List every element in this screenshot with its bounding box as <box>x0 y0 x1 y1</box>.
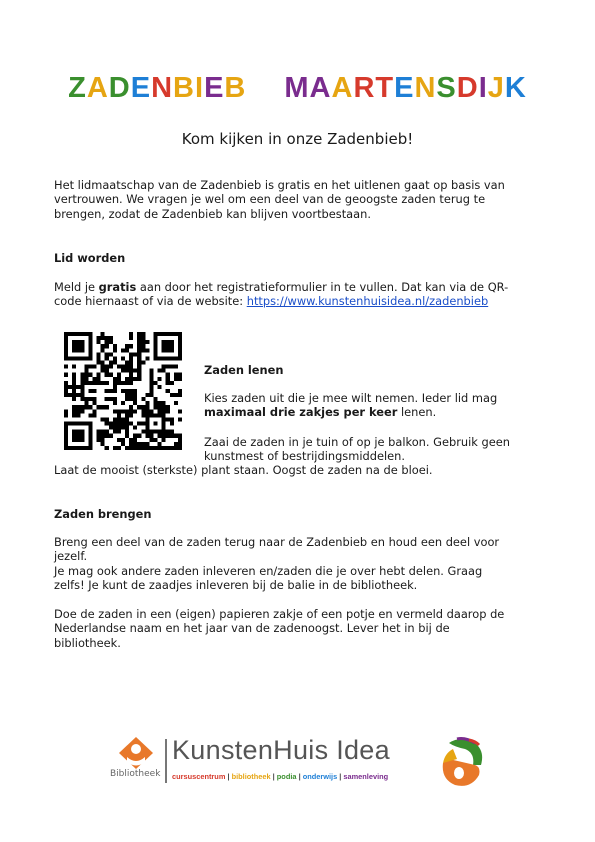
title-word-maartensdijk <box>284 72 527 105</box>
brengen-line: Doe de zaden in een (eigen) papieren zakje of een potje en vermeld daarop de <box>54 607 505 621</box>
zaden-lenen-paragraph-2 <box>204 435 544 464</box>
title-letter: N <box>414 72 437 104</box>
title-letter: N <box>151 72 174 104</box>
zaden-lenen-heading: Zaden lenen <box>204 363 284 377</box>
divider <box>165 739 167 783</box>
brengen-line: Breng een deel van de zaden terug naar de Zadenbieb en houd een deel voor <box>54 535 500 549</box>
brand-tagline <box>172 772 388 781</box>
brengen-line: jezelf. <box>54 549 88 564</box>
tagline-sep: | <box>225 772 232 781</box>
title-letter: S <box>436 72 457 104</box>
lenen-line: Zaai de zaden in je tuin of op je balkon. Gebruik geen <box>204 435 510 449</box>
title-letter: I <box>195 72 205 104</box>
page-title <box>0 72 595 105</box>
brengen-line: Je mag ook andere zaden inleveren en/zaden die je over hebt delen. Graag <box>54 563 483 578</box>
title-letter: J <box>487 72 505 104</box>
title-letter: I <box>478 72 488 104</box>
tagline-samenleving: samenleving <box>343 772 389 781</box>
lid-worden-paragraph <box>54 280 544 309</box>
title-letter: R <box>353 72 376 104</box>
qr-code-icon[interactable] <box>64 332 182 450</box>
lenen-text: lenen. <box>397 405 437 420</box>
title-letter: B <box>173 72 195 104</box>
intro-line: brengen, zodat de Zadenbieb kan blijven voortbestaan. <box>54 206 371 221</box>
website-link[interactable]: https://www.kunstenhuisidea.nl/zadenbieb <box>246 294 489 309</box>
brengen-line: bibliotheek. <box>54 635 121 650</box>
brand-name: KunstenHuis Idea <box>172 735 390 765</box>
lenen-line: Kies zaden uit die je mee wilt nemen. Ieder lid mag <box>204 391 498 405</box>
title-letter: Z <box>68 72 87 104</box>
title-letter: E <box>130 72 152 104</box>
intro-line: Het lidmaatschap van de Zadenbieb is gratis en het uitlenen gaat op basis van <box>54 178 505 192</box>
intro-paragraph <box>54 178 544 221</box>
brengen-line: zelfs! Je kunt de zaadjes inleveren bij de balie in de bibliotheek. <box>54 577 418 592</box>
bibliotheek-label: Bibliotheek <box>110 769 161 779</box>
title-letter: E <box>394 72 415 104</box>
lenen-bold: maximaal drie zakjes per keer <box>204 405 398 420</box>
lid-worden-heading: Lid worden <box>54 251 126 265</box>
zaden-lenen-paragraph <box>204 391 544 420</box>
title-letter: D <box>108 72 131 104</box>
title-letter: A <box>86 72 109 104</box>
lid-text: aan door het registratieformulier in te vullen. Dat kan via de QR- <box>136 280 509 294</box>
title-letter: A <box>331 72 354 104</box>
footer-logos <box>110 735 490 797</box>
lid-line <box>54 294 544 308</box>
tagline-podia: podia <box>276 772 297 781</box>
lenen-line <box>204 405 544 419</box>
zaden-brengen-paragraph-2 <box>54 607 544 650</box>
title-letter: K <box>504 72 527 104</box>
tagline-sep: | <box>337 772 344 781</box>
tagline-sep: | <box>296 772 303 781</box>
lenen-line-full: Laat de mooist (sterkste) plant staan. Oogst de zaden na de bloei. <box>54 463 433 477</box>
title-letter: T <box>375 72 395 104</box>
title-letter: B <box>224 72 247 104</box>
title-word-zadenbieb <box>68 72 246 105</box>
tagline-bibliotheek: bibliotheek <box>231 772 271 781</box>
lid-text: Meld je <box>54 280 99 294</box>
lid-text: code hiernaast of via de website: <box>54 294 247 309</box>
tagline-onderwijs: onderwijs <box>302 772 338 781</box>
brengen-line: Nederlandse naam en het jaar van de zadenoogst. Lever het in bij de <box>54 621 450 636</box>
zaden-brengen-paragraph <box>54 535 544 592</box>
tagline-cursuscentrum: cursuscentrum <box>172 772 226 781</box>
title-letter: A <box>309 72 332 104</box>
title-letter: D <box>456 72 479 104</box>
idea-logo <box>435 735 487 789</box>
title-letter: M <box>284 72 310 104</box>
title-letter: E <box>204 72 225 104</box>
lenen-line: kunstmest of bestrijdingsmiddelen. <box>204 449 405 464</box>
lid-bold: gratis <box>98 280 137 294</box>
zaden-brengen-heading: Zaden brengen <box>54 507 152 521</box>
tagline-sep: | <box>270 772 277 781</box>
subtitle: Kom kijken in onze Zadenbieb! <box>181 130 414 148</box>
lid-line <box>54 280 544 294</box>
intro-line: vertrouwen. We vragen je wel om een deel van de geoogste zaden terug te <box>54 192 486 207</box>
